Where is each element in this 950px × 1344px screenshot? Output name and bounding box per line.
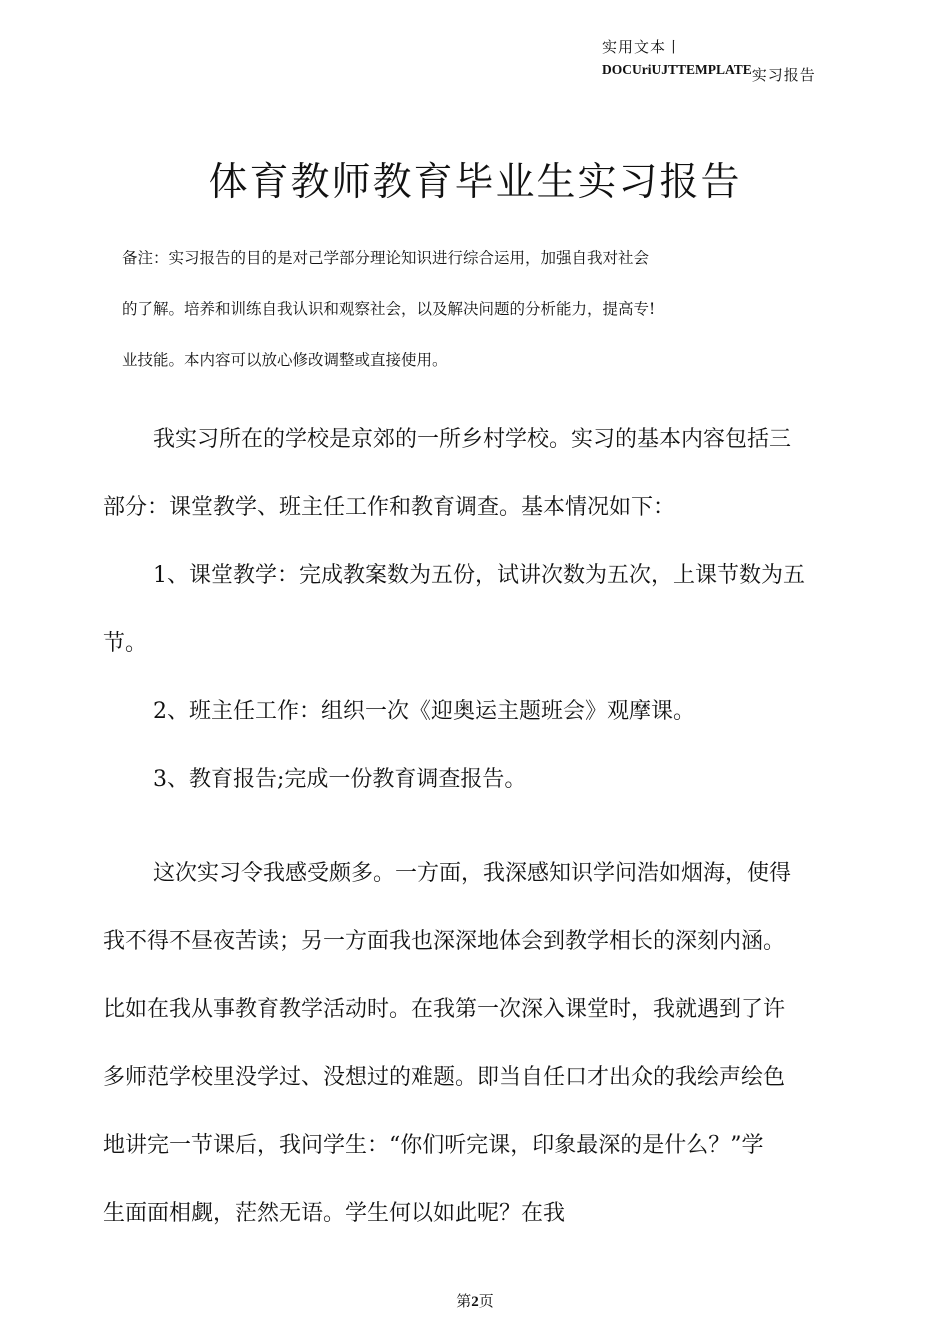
paragraph-line: 3、教育报告;完成一份教育调查报告。 <box>153 767 527 792</box>
page-number-value: 2 <box>471 1294 479 1310</box>
paragraph-line: 地讲完一节课后，我问学生：“你们听完课，印象最深的是什么？”学 <box>103 1133 764 1158</box>
paragraph-line: 生面面相觑，茫然无语。学生何以如此呢？在我 <box>103 1201 566 1226</box>
paragraph-line: 我实习所在的学校是京郊的一所乡村学校。实习的基本内容包括三 <box>153 427 792 452</box>
note-line: 业技能。本内容可以放心修改调整或直接使用。 <box>122 351 448 369</box>
paragraph-line: 多师范学校里没学过、没想过的难题。即当自任口才出众的我绘声绘色 <box>103 1065 786 1090</box>
paragraph-line: 1、课堂教学：完成教案数为五份，试讲次数为五次，上课节数为五 <box>153 563 805 588</box>
paragraph-line: 我不得不昼夜苦读；另一方面我也深深地体会到教学相长的深刻内涵。 <box>103 929 786 954</box>
paragraph-line: 2、班主任工作：组织一次《迎奥运主题班会》观摩课。 <box>153 699 695 724</box>
header-label: 实用文本丨 <box>602 38 683 56</box>
page-number <box>0 1290 950 1311</box>
header-template-line <box>602 58 932 84</box>
document-header <box>602 38 932 84</box>
note-line: 的了解。培养和训练自我认识和观察社会，以及解决问题的分析能力，提高专! <box>122 300 656 318</box>
paragraph-line: 节。 <box>103 631 148 656</box>
note-block <box>122 244 782 397</box>
header-report-label: 实习报告 <box>751 66 816 84</box>
document-title: 体育教师教育毕业生实习报告 <box>208 160 742 205</box>
header-template-code: DOCUriUJTTEMPLATE <box>602 62 752 77</box>
note-line: 备注：实习报告的目的是对己学部分理论知识进行综合运用，加强自我对社会 <box>122 249 650 267</box>
body-text <box>103 423 857 1265</box>
page-number-prefix: 第 <box>456 1292 472 1310</box>
page-number-suffix: 页 <box>478 1292 494 1310</box>
paragraph-line: 比如在我从事教育教学活动时。在我第一次深入课堂时，我就遇到了许 <box>103 997 786 1022</box>
paragraph-line: 这次实习令我感受颇多。一方面，我深感知识学问浩如烟海，使得 <box>153 861 792 886</box>
paragraph-line: 部分：课堂教学、班主任工作和教育调查。基本情况如下： <box>103 495 676 520</box>
